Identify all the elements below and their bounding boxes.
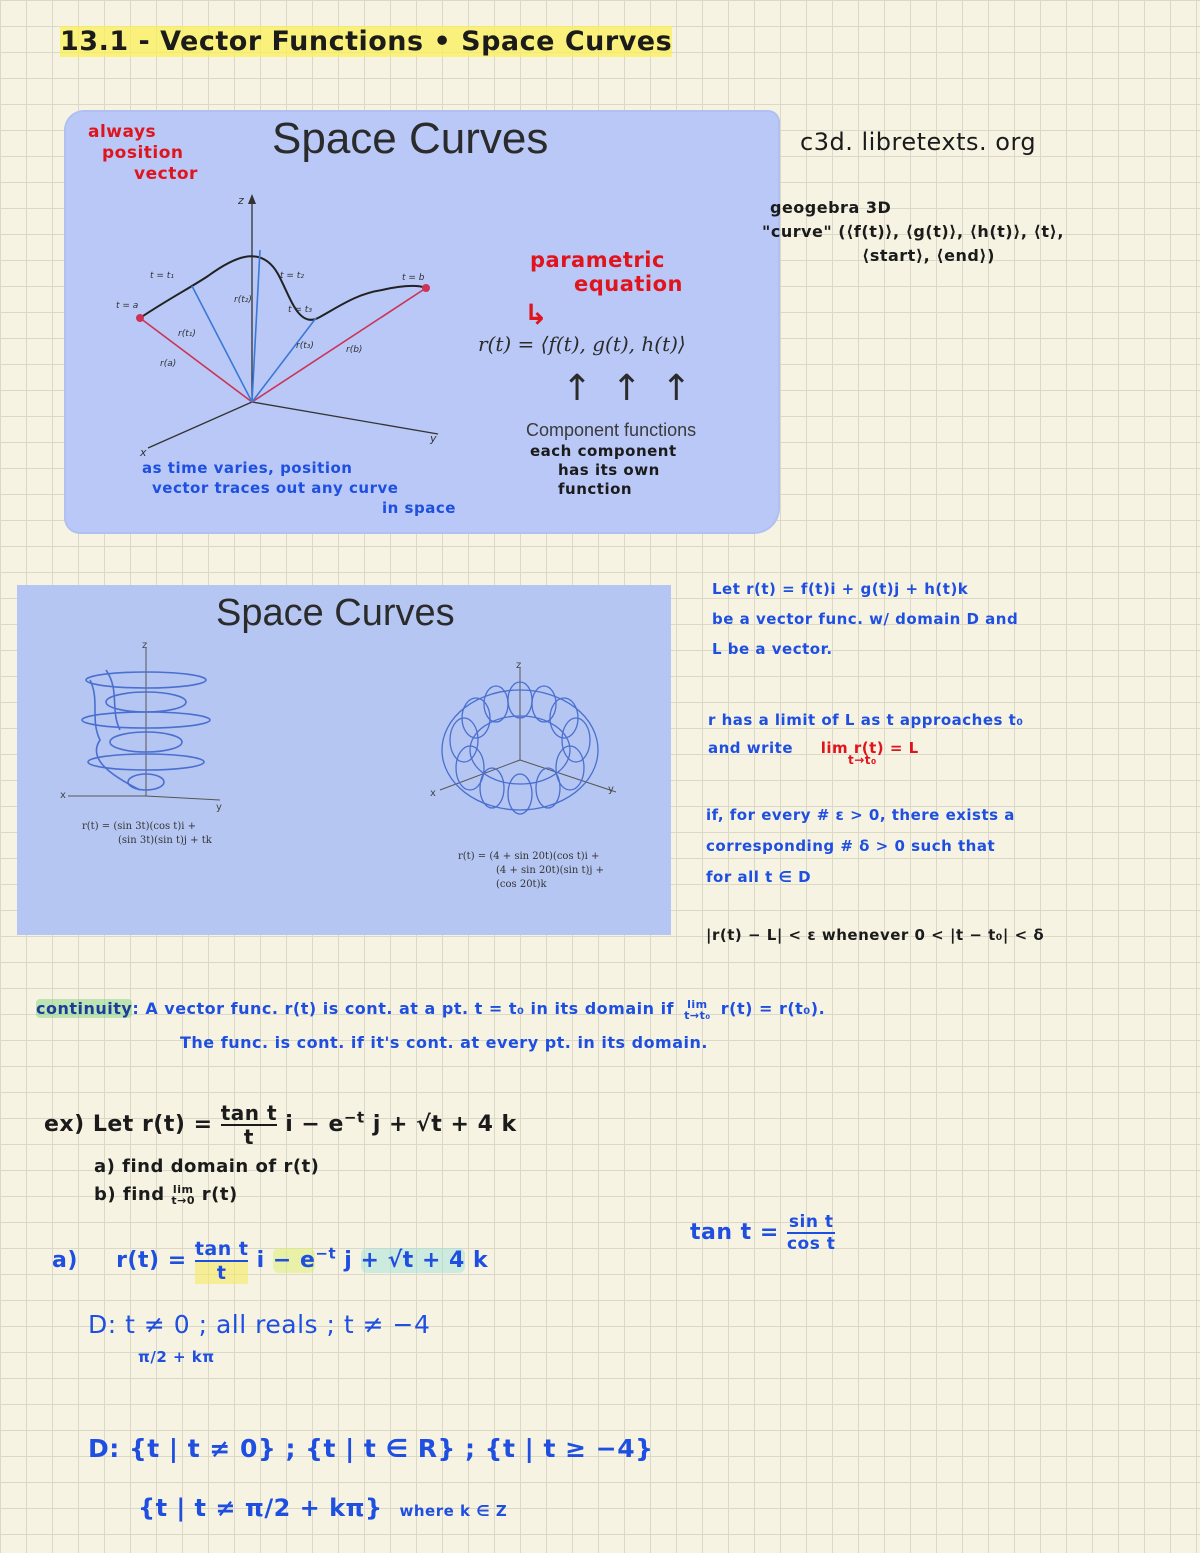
label-tb: t = b xyxy=(402,273,425,283)
slide1-formula: r(t) = ⟨f(t), g(t), h(t)⟩ xyxy=(478,332,686,356)
label-ta: t = a xyxy=(116,301,139,311)
point-b xyxy=(422,284,430,292)
note-line: has its own xyxy=(558,461,660,479)
note-line: ⟨start⟩, ⟨end⟩) xyxy=(862,246,995,265)
helix-plot xyxy=(60,640,230,820)
note-line: parametric xyxy=(530,248,665,272)
note-line: geogebra 3D xyxy=(770,198,892,217)
label-rt2: r(t₂) xyxy=(234,295,252,305)
continuity-definition xyxy=(36,992,1186,1060)
note-line: function xyxy=(558,480,633,498)
fraction-numerator: sin t xyxy=(788,1212,834,1232)
note-line: in space xyxy=(382,499,456,517)
solution-a-fraction xyxy=(195,1238,249,1284)
note-line: L be a vector. xyxy=(712,640,833,658)
epsilon-condition: |r(t) − L| < ε whenever 0 < |t − t₀| < δ xyxy=(706,926,1045,944)
space-curve xyxy=(140,256,426,320)
solution-a-mid: − e xyxy=(272,1248,316,1273)
solution-a-exp: −t xyxy=(315,1244,337,1263)
x-axis xyxy=(148,402,252,448)
note-line: vector xyxy=(134,164,198,184)
note-line: be a vector func. w/ domain D and xyxy=(712,610,1019,628)
z-axis-arrowhead xyxy=(248,194,256,204)
note-line: position xyxy=(102,143,184,163)
slide2-title: Space Curves xyxy=(216,592,455,634)
site-link: c3d. libretexts. org xyxy=(800,128,1037,156)
fraction-denominator: t xyxy=(243,1125,254,1149)
limit-subscript: t→t₀ xyxy=(848,753,877,767)
z-label: z xyxy=(516,660,522,671)
fraction-denominator: t xyxy=(195,1262,249,1284)
point-a xyxy=(136,314,144,322)
domain-line-1b: π/2 + kπ xyxy=(138,1348,215,1366)
y-axis xyxy=(252,402,438,434)
y-axis xyxy=(520,760,616,792)
fraction-numerator: tan t xyxy=(194,1238,249,1260)
note-line: "curve" (⟨f(t)⟩, ⟨g(t)⟩, ⟨h(t)⟩, ⟨t⟩, xyxy=(762,222,1064,241)
z-label: z xyxy=(142,640,148,651)
x-label: x xyxy=(430,788,436,799)
caption-line: r(t) = (sin 3t)(cos t)i + xyxy=(82,821,196,832)
solution-a-i: i xyxy=(256,1248,265,1273)
continuity-line-2: The func. is cont. if it's cont. at every pt. in its domain. xyxy=(180,1033,708,1052)
continuity-line-1 xyxy=(36,992,1186,1026)
lim-word: lim xyxy=(687,997,708,1011)
label-rb: r(b) xyxy=(346,345,363,355)
space-curve-diagram xyxy=(116,190,450,460)
example-part-b xyxy=(94,1184,238,1206)
fraction-numerator: tan t xyxy=(220,1101,278,1125)
helix-caption xyxy=(82,820,212,848)
caption-line: (4 + sin 20t)(sin t)j + xyxy=(496,865,605,876)
vector-r-a xyxy=(140,318,252,402)
note-time-varies xyxy=(142,458,456,518)
part-b-text: b) find xyxy=(94,1184,165,1205)
note-line: corresponding # δ > 0 such that xyxy=(706,837,996,855)
tan-lhs: tan t = xyxy=(690,1220,779,1245)
note-text: and write xyxy=(708,739,794,757)
lim-sub: t→t₀ xyxy=(684,1008,711,1022)
label-t1: t = t₁ xyxy=(150,271,174,281)
vector-r-t3 xyxy=(252,318,316,402)
page-title xyxy=(60,26,672,57)
solution-a-lhs: r(t) = xyxy=(116,1248,187,1273)
note-line: r has a limit of L as t approaches t₀ xyxy=(708,711,1024,729)
slide1-title: Space Curves xyxy=(272,114,549,163)
x-label: x xyxy=(140,446,147,459)
caption-line: (sin 3t)(sin t)j + tk xyxy=(118,835,212,846)
note-line: for all t ∈ D xyxy=(706,868,812,886)
epsilon-delta-note xyxy=(706,800,1015,893)
note-line: Let r(t) = f(t)i + g(t)j + h(t)k xyxy=(712,580,969,598)
part-b-end: r(t) xyxy=(201,1184,238,1205)
example-statement xyxy=(44,1102,517,1148)
y-axis xyxy=(146,796,220,800)
curved-arrow-icon: ↳ xyxy=(524,298,548,331)
solution-a-k: k xyxy=(473,1248,489,1273)
example-rest2: j + √t + 4 k xyxy=(372,1112,517,1137)
lim-sub: t→0 xyxy=(171,1194,195,1207)
vector-r-t2 xyxy=(252,250,260,402)
continuity-word: continuity xyxy=(36,999,133,1018)
note-line: equation xyxy=(574,272,684,296)
label-rt3: r(t₃) xyxy=(296,341,314,351)
continuity-end: r(t) = r(t₀). xyxy=(720,999,826,1018)
tan-fraction xyxy=(787,1212,835,1254)
domain-line-1: D: t ≠ 0 ; all reals ; t ≠ −4 xyxy=(88,1310,431,1339)
y-label: y xyxy=(430,432,437,445)
example-fraction xyxy=(221,1102,277,1148)
note-line: vector traces out any curve xyxy=(152,479,399,497)
title-text: 13.1 - Vector Functions • Space Curves xyxy=(60,26,673,57)
note-each-component xyxy=(530,442,677,499)
solution-a-j: j xyxy=(344,1248,353,1273)
label-t3: t = t₃ xyxy=(288,305,312,315)
torus-spiral-plot xyxy=(420,660,620,850)
continuity-text: : A vector func. r(t) is cont. at a pt. t = t₀ in its domain if xyxy=(132,999,675,1018)
domain-tan-set xyxy=(138,1494,507,1522)
note-parametric-equation xyxy=(530,248,683,296)
label-rt1: r(t₁) xyxy=(178,329,196,339)
note-line: always xyxy=(88,122,157,142)
y-label: y xyxy=(216,802,222,813)
domain-set-line: D: {t | t ≠ 0} ; {t | t ∈ R} ; {t | t ≥ −4} xyxy=(88,1434,654,1463)
y-label: y xyxy=(608,784,614,795)
continuity-lim xyxy=(684,999,711,1021)
lim-word: lim xyxy=(172,1183,194,1196)
caption-line: r(t) = (4 + sin 20t)(cos t)i + xyxy=(458,851,600,862)
tan-identity xyxy=(690,1212,835,1254)
fraction-denominator: cos t xyxy=(786,1234,836,1254)
note-line: each component xyxy=(530,442,677,460)
solution-a-plus: + √t + 4 xyxy=(360,1248,465,1273)
solution-a xyxy=(52,1238,488,1284)
limit-statement-note xyxy=(708,706,1023,766)
domain-tan-text: {t | t ≠ π/2 + kπ} xyxy=(138,1494,383,1522)
note-line: if, for every # ε > 0, there exists a xyxy=(706,806,1015,824)
caption-line: (cos 20t)k xyxy=(496,879,547,890)
label-ra: r(a) xyxy=(160,359,177,369)
example-part-a: a) find domain of r(t) xyxy=(94,1156,320,1177)
limit-definition-note xyxy=(712,574,1018,664)
torus-caption xyxy=(458,850,604,892)
label-t2: t = t₂ xyxy=(280,271,304,281)
component-functions-label: Component functions xyxy=(526,420,697,440)
solution-a-label: a) xyxy=(52,1248,78,1273)
domain-where: where k ∈ Z xyxy=(399,1502,508,1520)
example-label: ex) Let r(t) = xyxy=(44,1112,213,1137)
note-line: as time varies, position xyxy=(142,459,353,477)
geogebra-note xyxy=(762,196,1064,268)
example-rest: i − e xyxy=(285,1112,344,1137)
part-b-lim xyxy=(171,1184,195,1206)
note-always-position-vector xyxy=(88,122,198,185)
example-exponent: −t xyxy=(343,1108,365,1127)
z-label: z xyxy=(238,194,244,207)
x-label: x xyxy=(60,790,66,801)
up-arrows: ↑ ↑ ↑ xyxy=(562,368,696,409)
limit-expression: lim r(t) = L xyxy=(820,739,919,757)
